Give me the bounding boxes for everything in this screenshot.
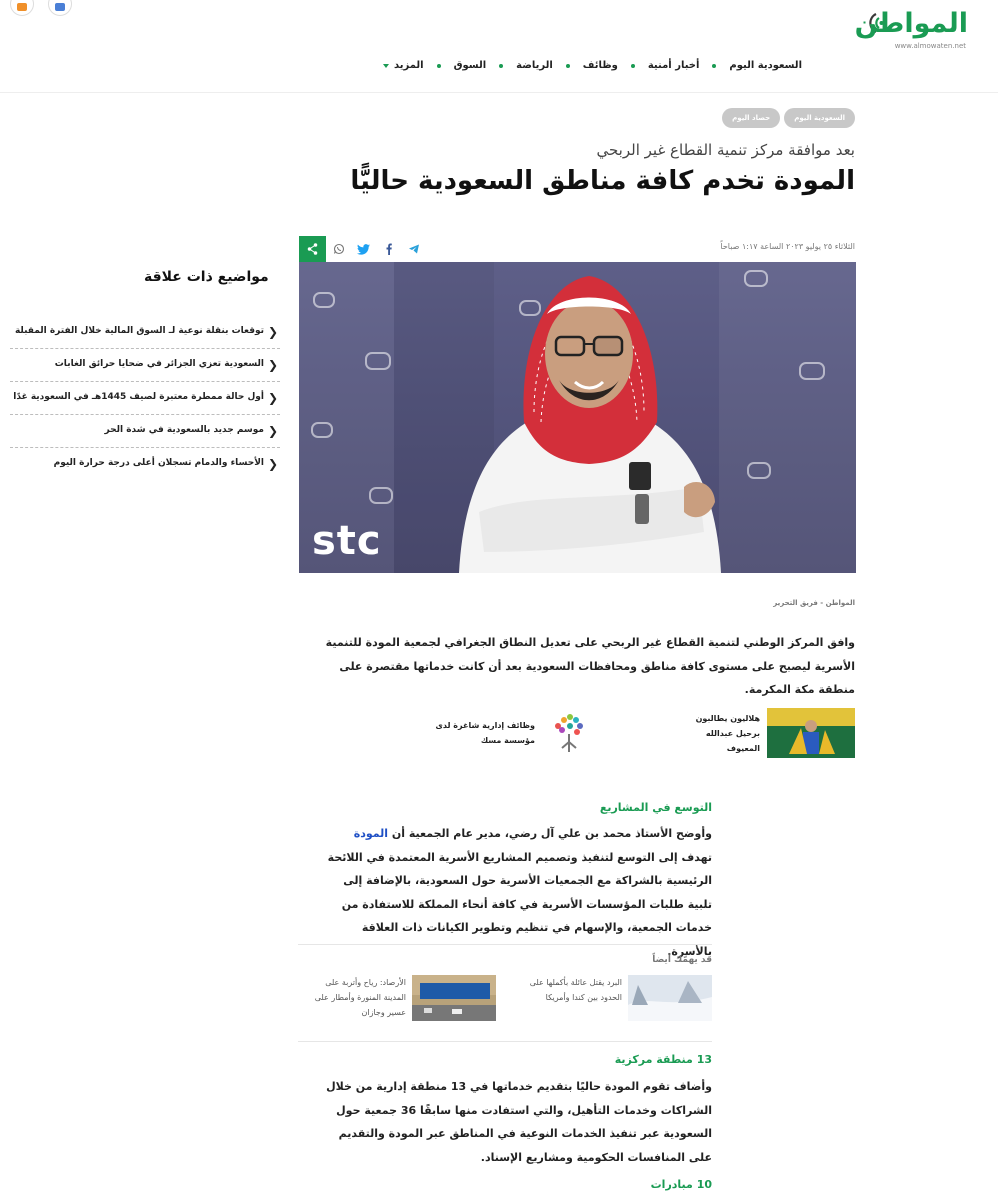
- stc-logo: stc: [312, 518, 382, 564]
- chevron-down-icon: [383, 64, 389, 68]
- backdrop-logo: [311, 422, 333, 438]
- section-paragraph: وأضاف تقوم المودة حاليًا بتقديم خدماتها في 13 منطقة إدارية من خلال الشراكات وخدمات التأهيل، والتي استفادت منها سابقًا 36 جمعية حول السعودية عبر تنفيذ الخدمات النوعية في المناطق عبر المودة والتقديم على المنافسات الحكومية ومشاريع الإسناد.: [326, 1080, 712, 1164]
- chevron-left-icon: ❮: [267, 324, 279, 339]
- nav-separator: [712, 64, 716, 68]
- share-icon[interactable]: [299, 236, 326, 262]
- backdrop-logo: [313, 292, 335, 308]
- nav-item-security[interactable]: أخبار أمنية: [647, 60, 700, 71]
- related-topic-item[interactable]: ❮ الأحساء والدمام تسجلان أعلى درجة حرارة اليوم: [53, 456, 279, 471]
- also-interested-box: [298, 944, 712, 1042]
- logo-url: www.almowaten.net: [894, 42, 966, 50]
- section-heading: 10 مبادرات: [650, 1178, 712, 1191]
- twitter-icon[interactable]: [351, 237, 376, 261]
- main-nav: [383, 60, 802, 71]
- backdrop-logo: [799, 362, 825, 380]
- article-headline: المودة تخدم كافة مناطق السعودية حاليًّا: [350, 166, 855, 196]
- related-topic-item[interactable]: ❮ السعودية تعزي الجزائر في ضحايا حرائق الغابات: [10, 349, 280, 382]
- rss-icon[interactable]: [10, 0, 34, 16]
- header-divider: [0, 92, 998, 93]
- chevron-left-icon: ❮: [267, 390, 279, 405]
- inline-related-title: هلاليون يطالبون برحيل عبدالله المعيوف: [695, 713, 760, 753]
- chevron-left-icon: ❮: [267, 357, 279, 372]
- snow-scene-thumb: [628, 975, 712, 1021]
- section-heading: 13 منطقة مركزية: [614, 1053, 712, 1066]
- also-interested-item[interactable]: [522, 975, 712, 1023]
- mail-icon[interactable]: [48, 0, 72, 16]
- facebook-icon[interactable]: [376, 237, 401, 261]
- nav-separator: [499, 64, 503, 68]
- nav-item-market[interactable]: السوق: [453, 60, 487, 71]
- article-lead: وافق المركز الوطني لتنمية القطاع غير الربحي على تعديل النطاق الجغرافي لجمعية المودة للتنمية الأسرية ليصبح على مستوى كافة مناطق ومحافظات السعودية بعد أن كانت خدماتها مقتصرة على منطقة مكة المكرمة.: [325, 636, 855, 696]
- backdrop-logo: [747, 462, 771, 479]
- related-topic-item[interactable]: ❮ موسم جديد بالسعودية في شدة الحر: [10, 415, 280, 448]
- article-kicker: بعد موافقة مركز تنمية القطاع غير الربحي: [596, 141, 855, 159]
- also-interested-title: قد يهمّك أيضاً: [652, 955, 712, 965]
- article-hero-image: [299, 262, 856, 573]
- image-caption: المواطن - فريق التحرير: [773, 599, 855, 607]
- chevron-left-icon: ❮: [267, 423, 279, 438]
- speaker-figure: [439, 262, 739, 573]
- nav-item-more[interactable]: المزيد: [383, 60, 424, 71]
- tag-saudi-today[interactable]: السعودية اليوم: [784, 108, 855, 128]
- tag-daily-harvest[interactable]: حصاد اليوم: [722, 108, 780, 128]
- related-topic-item[interactable]: ❮ توقعات بنقلة نوعية لـ السوق المالية خلال الفترة المقبلة: [10, 316, 280, 349]
- backdrop-logo: [365, 352, 391, 370]
- nav-item-jobs[interactable]: وظائف: [582, 60, 618, 71]
- article-tags: [722, 108, 855, 128]
- nav-item-sports[interactable]: الرياضة: [516, 60, 553, 71]
- related-topics-list: [10, 316, 280, 480]
- misk-logo-thumb: [542, 708, 630, 758]
- nav-separator: [437, 64, 441, 68]
- chevron-left-icon: ❮: [267, 456, 279, 471]
- football-celebration-thumb: [767, 708, 855, 758]
- backdrop-logo: [744, 270, 768, 287]
- related-topic-item[interactable]: ❮ أول حالة ممطرة معتبرة لصيف 1445هـ في السعودية غدًا: [10, 382, 280, 415]
- section-paragraph: وأوضح الأستاذ محمد بن علي آل رضي، مدير عام الجمعية أن المودة تهدف إلى التوسع لتنفيذ وتصميم المشاريع الأسرية المعتمدة في اللائحة الرئيسية بالشراكة مع الجمعيات الأسرية حول السعودية، بالإضافة إلى تلبية طلبات المؤسسات الأسرية في كافة أنحاء المملكة للاستفادة من خدمات الجمعية، والإسهام في تنظيم وتطوير الكيانات ذات العلاقة بالأسرة.: [327, 827, 712, 958]
- nav-item-saudi-today[interactable]: السعودية اليوم: [729, 60, 802, 71]
- nav-separator: [566, 64, 570, 68]
- article-date: الثلاثاء ٢٥ يوليو ٢٠٢٣ الساعة ١:١٧ صباحاً: [720, 242, 855, 251]
- nav-separator: [631, 64, 635, 68]
- highway-sign-thumb: [412, 975, 496, 1021]
- backdrop-logo: [369, 487, 393, 504]
- site-logo[interactable]: [854, 6, 968, 54]
- logo-text: المواطن: [854, 8, 968, 39]
- inline-related-title: وظائف إدارية شاغرة لدى مؤسسة مسك: [435, 721, 535, 745]
- sidebar-title: مواضيع ذات علاقة: [144, 269, 269, 285]
- inline-related-item[interactable]: [435, 708, 630, 758]
- top-utility-icons: [10, 0, 72, 16]
- also-interested-text: الأرصاد: رياح وأتربة على المدينة المنورة وأمطار على عسير وجازان: [314, 978, 406, 1017]
- whatsapp-icon[interactable]: [326, 237, 351, 261]
- backdrop-panel: [719, 262, 856, 573]
- also-interested-text: البرد يقتل عائلة بأكملها على الحدود بين كندا وأمريكا: [529, 978, 622, 1002]
- inline-related-item[interactable]: [670, 708, 855, 758]
- article-keyword-link[interactable]: المودة: [353, 827, 389, 840]
- share-bar: [299, 236, 426, 262]
- telegram-icon[interactable]: [401, 237, 426, 261]
- section-heading: التوسع في المشاريع: [599, 801, 712, 814]
- also-interested-item[interactable]: [306, 975, 496, 1023]
- inline-related-links: [430, 708, 855, 764]
